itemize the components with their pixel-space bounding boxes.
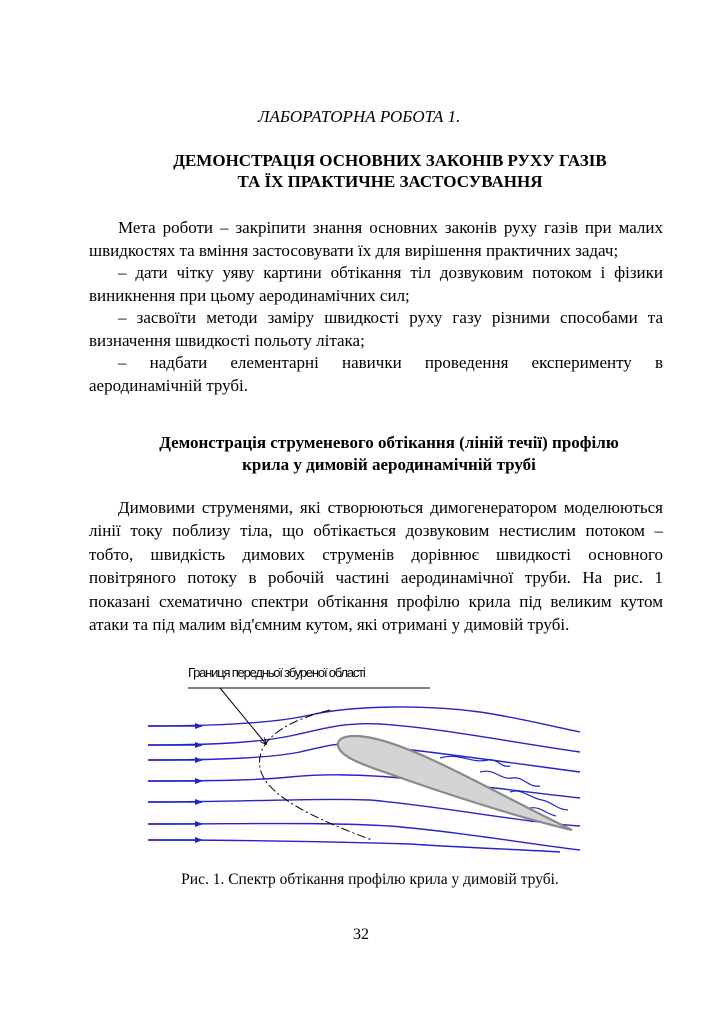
section-title-line-2: крила у димовій аеродинамічній трубі xyxy=(242,455,536,474)
main-title-line-1: ДЕМОНСТРАЦІЯ ОСНОВНИХ ЗАКОНІВ РУХУ ГАЗІВ xyxy=(173,151,607,170)
aim-paragraph-3: – засвоїти методи заміру швидкості руху газу різними способами та визначення швидкості польоту літака; xyxy=(89,308,663,350)
streamline-group xyxy=(148,707,580,852)
streamline xyxy=(148,840,560,852)
section-title-line-1: Демонстрація струменевого обтікання (ліній течії) профілю xyxy=(159,433,619,452)
figure-annotation-label: Границя передньої збуреної області xyxy=(188,665,365,680)
demo-paragraph: Димовими струменями, які створюються димогенератором моделюються лінії току поблизу тіла, що обтікається дозвуковим нестислим потоком – тобто, швидкість димових струменів дорівнює швидкості основного повітряного потоку в робочій частині аеродинамічної труби. На рис. 1 показані схематично спектри обтікання профілю крила під великим кутом атаки та під малим від'ємним кутом, які отримані у димовій трубі. xyxy=(89,498,663,635)
main-title-line-2: ТА ЇХ ПРАКТИЧНЕ ЗАСТОСУВАННЯ xyxy=(237,172,543,191)
inlet-arrows xyxy=(148,726,202,840)
label-leader-line xyxy=(220,688,266,744)
aim-paragraph-1: Мета роботи – закріпити знання основних законів руху газів при малих швидкостях та вміння застосовувати їх для вирішення практичних задач; xyxy=(89,218,663,260)
page-number: 32 xyxy=(353,926,369,943)
lab-work-title: ЛАБОРАТОРНА РОБОТА 1. xyxy=(258,107,461,126)
streamline xyxy=(148,707,580,732)
wing-airfoil xyxy=(338,736,572,830)
airflow-figure xyxy=(140,660,590,860)
demo-section xyxy=(89,496,663,636)
aim-paragraph-4: – надбати елементарні навички проведення експерименту в аеродинамічній трубі. xyxy=(89,353,663,395)
main-title xyxy=(100,150,680,192)
wake-eddy xyxy=(480,771,540,786)
section-title xyxy=(100,432,678,476)
aim-paragraph-2: – дати чітку уяву картини обтікання тіл дозвуковим потоком і фізики виникнення при цьому аеродинамічних сил; xyxy=(89,263,663,305)
aim-section xyxy=(89,217,663,397)
figure-caption: Рис. 1. Спектр обтікання профілю крила у димовій трубі. xyxy=(181,871,559,888)
